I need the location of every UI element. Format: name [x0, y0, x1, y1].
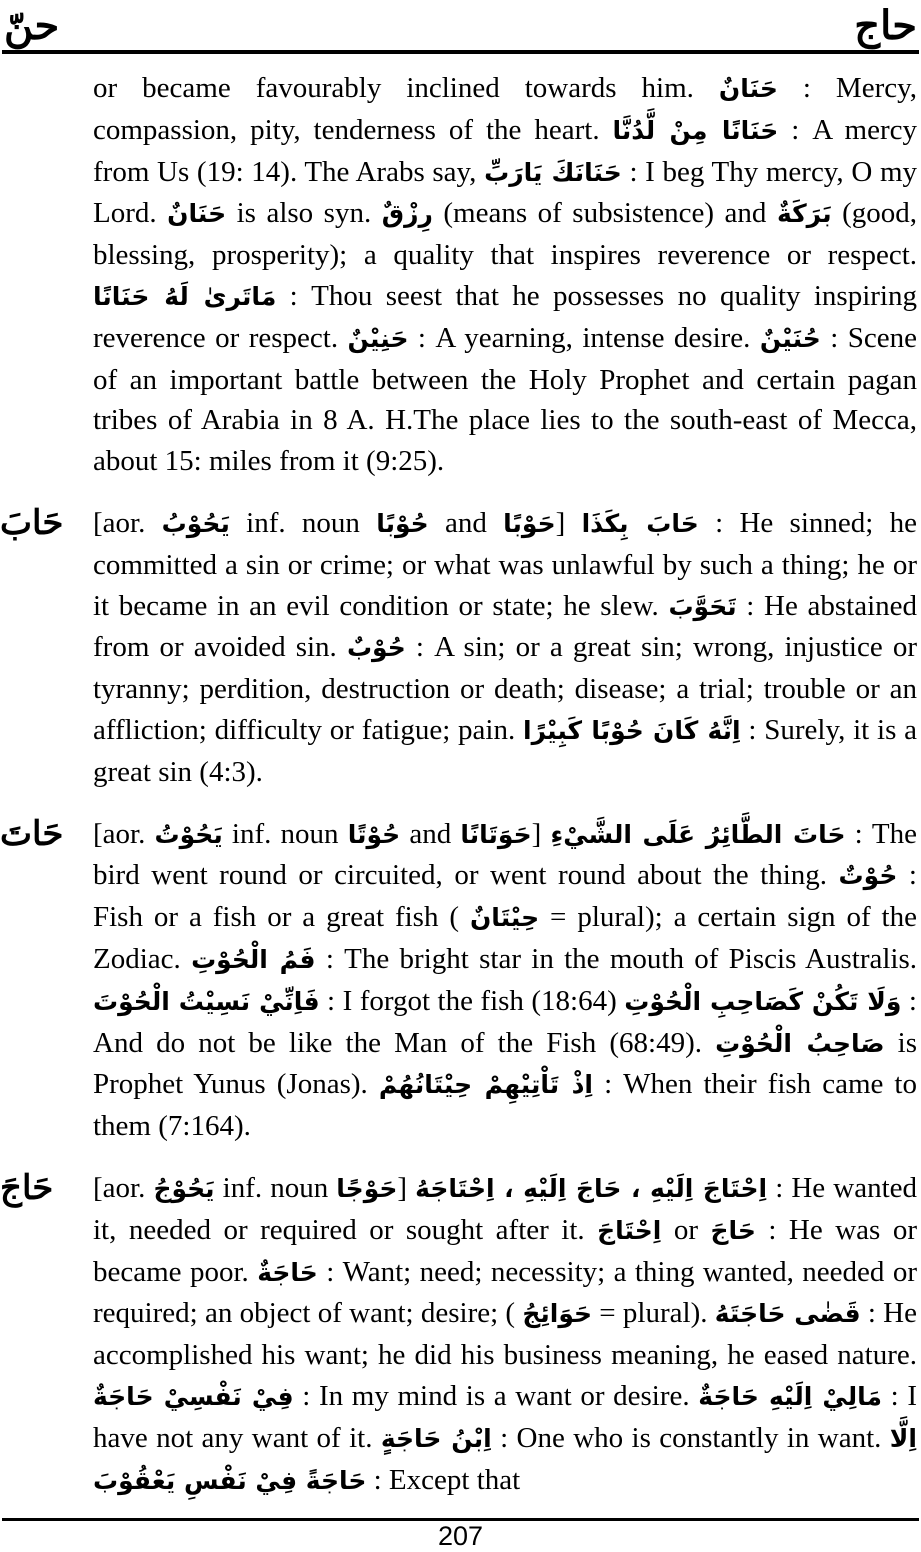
definition-text: : He sinned; he committed a sin or crime; or what was unlawful by such a thing; he or it became in an evil condition or state; he slew. — [93, 506, 917, 622]
definition-text: and — [428, 506, 504, 539]
arabic-term: اِحْتَاجَ — [597, 1215, 662, 1245]
entry-definition — [93, 503, 917, 793]
arabic-term: حُوْبًا — [376, 508, 429, 538]
dictionary-entry — [0, 502, 918, 793]
definition-text: = plural). — [592, 1297, 715, 1330]
definition-text: ] — [397, 1171, 416, 1204]
arabic-term: حَنَانٌ — [718, 74, 778, 103]
definition-text: : Fish or a fish or a great fish ( — [93, 859, 917, 934]
arabic-term: تَحَوَّبَ — [668, 591, 737, 621]
arabic-term: اِلَّا حَاجَةً فِيْ نَفْسِ يَعْقُوْبَ — [93, 1423, 917, 1495]
page-number: 207 — [437, 1521, 484, 1551]
arabic-term: يَحُوْبُ — [161, 508, 230, 538]
definition-text: or became favourably inclined towards him. — [93, 72, 719, 104]
dictionary-entry — [0, 1167, 918, 1501]
definition-text: [aor. — [93, 506, 162, 539]
definition-text: : And do not be like the Man of the Fish (68:49). — [93, 984, 917, 1059]
definition-text: or — [661, 1213, 711, 1246]
arabic-term: حَنِيْنٌ — [347, 323, 409, 353]
arabic-term: حَاجَ — [710, 1215, 756, 1245]
definition-text: : A mercy from Us (19: 14). The Arabs say, — [93, 113, 917, 188]
running-head-left: حنّ — [4, 2, 60, 49]
definition-text: ] — [531, 817, 551, 850]
definition-text: : Mercy, compassion, pity, tenderness of the heart. — [93, 72, 917, 146]
entry-headword: حَابَ — [0, 502, 64, 543]
definition-text: : I have not any want of it. — [93, 1379, 918, 1454]
arabic-term: حَابَ بِكَذَا — [581, 508, 699, 538]
dictionary-entry — [0, 813, 918, 1147]
definition-text: ] — [555, 506, 582, 539]
arabic-term: حُوْتٌ — [838, 861, 898, 891]
arabic-term: مَالِيْ اِلَيْهِ حَاجَةٌ — [698, 1381, 882, 1411]
entry-headword: حَاجَ — [0, 1167, 54, 1208]
arabic-term: اِبْنُ حَاجَةٍ — [380, 1423, 492, 1453]
definition-text: : He accomplished his want; he did his business meaning, he eased nature. — [93, 1297, 917, 1372]
arabic-term: وَلَا تَكُنْ كَصَاحِبِ الْحُوْتِ — [624, 986, 902, 1016]
header-rule — [2, 50, 919, 54]
definition-text: is also syn. — [226, 197, 382, 230]
arabic-term: حُوْبٌ — [346, 633, 406, 663]
arabic-term: حَنَانٌ — [167, 199, 227, 229]
arabic-term: حَاتَ الطَّائِرُ عَلَى الشَّيْءِ — [550, 819, 846, 849]
definition-text: (good, blessing, prosperity); a quality that inspires reverence or respect. — [93, 197, 918, 272]
definition-text: : Scene of an important battle between the Holy Prophet and certain pagan tribes of Arabia in 8 A. H.The place lies to the south-east of Mecca, about 15: miles from it (9:25). — [93, 321, 917, 478]
definition-text: and — [400, 817, 461, 850]
definition-text: : I beg Thy mercy, O my Lord. — [93, 155, 917, 230]
arabic-term: اِحْتَاجَ اِلَيْهِ ، حَاجَ اِلَيْهِ ، اِحْتَاجَهُ — [415, 1173, 768, 1203]
arabic-term: اِذْ تَاْتِيْهِمْ حِيْتَانُهُمْ — [378, 1070, 594, 1100]
definition-text: : Except that — [366, 1463, 521, 1496]
definition-text: : He was or became poor. — [93, 1213, 917, 1288]
arabic-term: حَنَانًا مِنْ لَّدُنَّا — [612, 115, 779, 145]
arabic-term: يَحُوْتُ — [154, 819, 223, 849]
arabic-term: مَاتَرىٰ لَهُ حَنَانًا — [93, 281, 277, 311]
arabic-term: حَوْجًا — [336, 1173, 398, 1203]
arabic-term: صَاحِبُ الْحُوْتِ — [715, 1028, 885, 1058]
dictionary-content — [0, 68, 918, 1501]
entry-definition — [93, 814, 917, 1147]
arabic-term: حَنَانَكَ يَارَبِّ — [484, 157, 622, 187]
definition-text: : The bright star in the mouth of Piscis Australis. — [315, 942, 918, 975]
definition-text: : He wanted it, needed or required or sought after it. — [93, 1171, 917, 1246]
definition-text: is Prophet Yunus (Jonas). — [93, 1026, 917, 1101]
definition-text: inf. noun — [229, 506, 377, 539]
arabic-term: قَضٰى حَاجَتَهُ — [714, 1299, 861, 1329]
definition-text: : Thou seest that he possesses no quality inspiring reverence or respect. — [93, 279, 917, 354]
definition-text: [aor. — [93, 817, 155, 850]
definition-text: : He abstained from or avoided sin. — [93, 589, 917, 664]
arabic-term: فِيْ نَفْسِيْ حَاجَةٌ — [93, 1381, 294, 1411]
running-head-right: حاج — [854, 2, 917, 49]
arabic-term: حَوَتَانًا — [460, 819, 532, 849]
definition-text: : The bird went round or circuited, or went round about the thing. — [93, 817, 917, 892]
arabic-term: حِيْتَانٌ — [469, 903, 540, 933]
arabic-term: رِزْقٌ — [381, 199, 433, 229]
arabic-term: يَحُوْجُ — [153, 1173, 215, 1203]
definition-text: : When their fish came to them (7:164). — [93, 1068, 917, 1143]
arabic-term: اِنَّهُ كَانَ حُوْبًا كَبِيْرًا — [523, 715, 741, 745]
definition-text: : One who is constantly in want. — [491, 1421, 890, 1454]
definition-text: = plural); a certain sign of the Zodiac. — [93, 901, 917, 975]
arabic-term: حَوْبًا — [503, 508, 556, 538]
arabic-term: حُوْتًا — [347, 819, 401, 849]
definition-text: (means of subsistence) and — [432, 197, 777, 230]
entry-definition — [93, 1168, 917, 1501]
arabic-term: حُنَيْنٌ — [759, 323, 821, 353]
definition-text: inf. noun — [222, 817, 348, 850]
definition-text: : Surely, it is a great sin (4:3). — [93, 713, 918, 788]
entry-definition — [93, 68, 917, 482]
definition-text: : A sin; or a great sin; wrong, injustice or tyranny; perdition, destruction or death; disease; a trial; trouble or an affliction; difficulty or fatigue; pain. — [93, 631, 917, 746]
arabic-term: فَاِنِّيْ نَسِيْتُ الْحُوْتَ — [93, 986, 320, 1016]
definition-text: : Want; need; necessity; a thing wanted, needed or required; an object of want; desire; ( — [93, 1255, 917, 1330]
dictionary-entry — [93, 68, 917, 482]
definition-text: : In my mind is a want or desire. — [293, 1379, 699, 1412]
definition-text: [aor. — [93, 1171, 154, 1204]
arabic-term: حَاجَةٌ — [257, 1257, 318, 1287]
definition-text: : I forgot the fish (18:64) — [319, 984, 625, 1017]
definition-text: inf. noun — [214, 1171, 337, 1204]
definition-text: : A yearning, intense desire. — [408, 321, 760, 354]
arabic-term: فَمُ الْحُوْتِ — [191, 944, 316, 974]
arabic-term: حَوَائِجُ — [522, 1299, 593, 1329]
entry-headword: حَاتَ — [0, 813, 64, 854]
arabic-term: بَرَكَةٌ — [776, 199, 832, 229]
